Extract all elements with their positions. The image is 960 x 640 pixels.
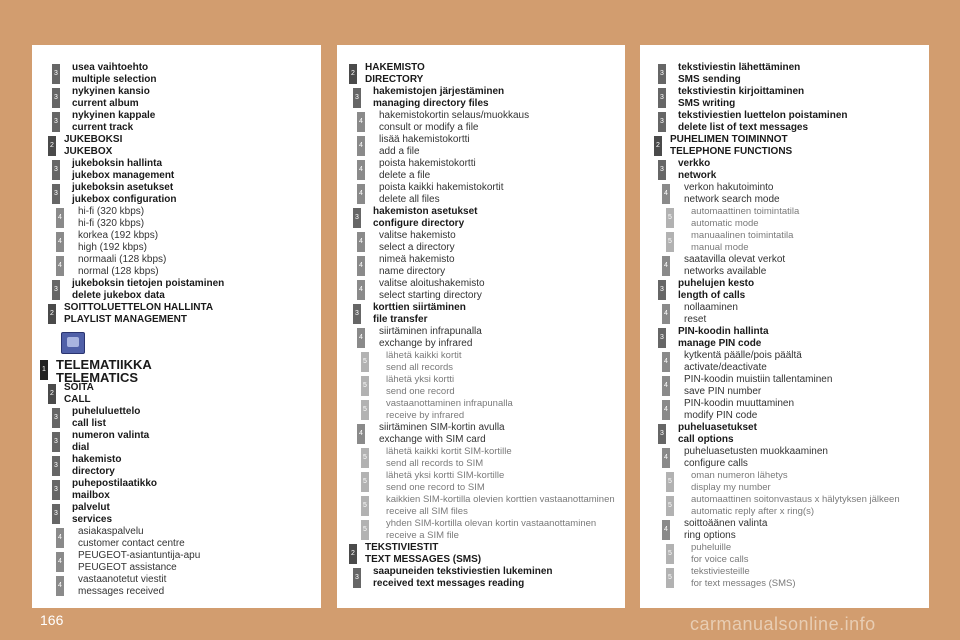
entry-finnish-label: lähetä kaikki kortit bbox=[386, 350, 462, 361]
entry-english-label: delete a file bbox=[379, 170, 431, 181]
level-badge: 3 bbox=[52, 88, 60, 108]
entry-finnish-label: lähetä yksi kortti bbox=[386, 374, 455, 385]
entry-english-label: delete jukebox data bbox=[72, 290, 165, 301]
entry-english-label: jukebox management bbox=[72, 170, 175, 181]
entry-finnish-label: korkea (192 kbps) bbox=[78, 230, 159, 241]
entry-english-label: receive by infrared bbox=[386, 410, 465, 421]
level-badge: 3 bbox=[658, 328, 666, 348]
level-badge: 3 bbox=[658, 88, 666, 108]
level-badge: 4 bbox=[56, 576, 64, 596]
entry-english-label: customer contact centre bbox=[78, 538, 185, 549]
level-badge: 4 bbox=[662, 256, 670, 276]
level-badge: 4 bbox=[56, 552, 64, 572]
level-badge: 4 bbox=[662, 184, 670, 204]
level-badge: 5 bbox=[361, 520, 369, 540]
entry-finnish-label: JUKEBOKSI bbox=[64, 134, 123, 145]
level-badge: 2 bbox=[349, 64, 357, 84]
entry-english-label: send all records bbox=[386, 362, 454, 373]
level-badge: 4 bbox=[662, 352, 670, 372]
entry-finnish-label: PIN-koodin muuttaminen bbox=[684, 398, 795, 409]
level-badge: 5 bbox=[666, 496, 674, 516]
level-badge: 4 bbox=[56, 256, 64, 276]
entry-english-label: messages received bbox=[78, 586, 165, 597]
entry-finnish-label: hakemiston asetukset bbox=[373, 206, 478, 217]
level-badge: 3 bbox=[353, 304, 361, 324]
entry-english-label: exchange by infrared bbox=[379, 338, 473, 349]
entry-finnish-label: tekstiviestien luettelon poistaminen bbox=[678, 110, 848, 121]
watermark: carmanualsonline.info bbox=[690, 614, 876, 634]
level-badge: 4 bbox=[357, 184, 365, 204]
level-badge: 3 bbox=[52, 112, 60, 132]
entry-finnish-label: SOITTOLUETTELON HALLINTA bbox=[64, 302, 214, 313]
entry-finnish-label: yhden SIM-kortilla olevan kortin vastaanottaminen bbox=[386, 518, 597, 529]
entry-finnish-label: manuaalinen toimintatila bbox=[691, 230, 794, 241]
entry-english-label: configure calls bbox=[684, 458, 748, 469]
entry-english-label: save PIN number bbox=[684, 386, 762, 397]
entry-english-label: configure directory bbox=[373, 218, 465, 229]
entry-finnish-label: asiakaspalvelu bbox=[78, 526, 144, 537]
entry-finnish-label: palvelut bbox=[72, 502, 110, 513]
entry-english-label: delete all files bbox=[379, 194, 440, 205]
entry-english-label: SMS sending bbox=[678, 74, 741, 85]
level-badge: 5 bbox=[666, 472, 674, 492]
level-badge: 3 bbox=[52, 408, 60, 428]
entry-english-label: directory bbox=[72, 466, 115, 477]
entry-english-label: exchange with SIM card bbox=[379, 434, 486, 445]
entry-english-label: jukebox configuration bbox=[72, 194, 177, 205]
level-badge: 3 bbox=[52, 456, 60, 476]
level-badge: 4 bbox=[662, 520, 670, 540]
entry-english-label: for text messages (SMS) bbox=[691, 578, 796, 589]
level-badge: 3 bbox=[52, 480, 60, 500]
entry-finnish-label: PIN-koodin hallinta bbox=[678, 326, 769, 337]
level-badge: 4 bbox=[662, 448, 670, 468]
entry-english-label: call list bbox=[72, 418, 106, 429]
level-badge: 4 bbox=[56, 528, 64, 548]
entry-finnish-label: puhepostilaatikko bbox=[72, 478, 158, 489]
entry-finnish-label: jukeboksin hallinta bbox=[72, 158, 163, 169]
entry-finnish-label: normaali (128 kbps) bbox=[78, 254, 167, 265]
entry-finnish-label: PIN-koodin muistiin tallentaminen bbox=[684, 374, 833, 385]
entry-finnish-label: puheluasetusten muokkaaminen bbox=[684, 446, 828, 457]
entry-finnish-label: kytkentä päälle/pois päältä bbox=[684, 350, 802, 361]
entry-english-label: file transfer bbox=[373, 314, 428, 325]
entry-finnish-label: saatavilla olevat verkot bbox=[684, 254, 786, 265]
entry-english-label: PEUGEOT assistance bbox=[78, 562, 177, 573]
entry-finnish-label: poista hakemistokortti bbox=[379, 158, 476, 169]
entry-english-label: send all records to SIM bbox=[386, 458, 484, 469]
level-badge: 3 bbox=[353, 88, 361, 108]
entry-english-label: high (192 kbps) bbox=[78, 242, 147, 253]
level-badge: 5 bbox=[361, 496, 369, 516]
entry-english-label: consult or modify a file bbox=[379, 122, 479, 133]
level-badge: 3 bbox=[658, 112, 666, 132]
level-badge: 5 bbox=[361, 376, 369, 396]
entry-finnish-label: PEUGEOT-asiantuntija-apu bbox=[78, 550, 201, 561]
entry-english-label: display my number bbox=[691, 482, 771, 493]
entry-english-label: received text messages reading bbox=[373, 578, 525, 589]
entry-finnish-label: verkon hakutoiminto bbox=[684, 182, 774, 193]
level-badge: 3 bbox=[658, 280, 666, 300]
entry-finnish-label: nimeä hakemisto bbox=[379, 254, 455, 265]
level-badge: 4 bbox=[662, 376, 670, 396]
entry-english-label: select starting directory bbox=[379, 290, 482, 301]
level-badge: 4 bbox=[662, 400, 670, 420]
entry-finnish-label: valitse aloitushakemisto bbox=[379, 278, 485, 289]
level-badge: 3 bbox=[353, 568, 361, 588]
entry-finnish-label: PUHELIMEN TOIMINNOT bbox=[670, 134, 788, 145]
entry-finnish-label: soittoäänen valinta bbox=[684, 518, 768, 529]
level-badge: 2 bbox=[349, 544, 357, 564]
entry-finnish-label: tekstiviestin kirjoittaminen bbox=[678, 86, 805, 97]
entry-finnish-label: nollaaminen bbox=[684, 302, 738, 313]
level-badge: 4 bbox=[56, 232, 64, 252]
entry-finnish-label: automaattinen toimintatila bbox=[691, 206, 800, 217]
entry-finnish-label: hi-fi (320 kbps) bbox=[78, 206, 145, 217]
entry-english-label: SMS writing bbox=[678, 98, 736, 109]
entry-finnish-label: HAKEMISTO bbox=[365, 62, 425, 73]
entry-english-label: add a file bbox=[379, 146, 420, 157]
entry-finnish-label: jukeboksin tietojen poistaminen bbox=[72, 278, 225, 289]
entry-english-label: current album bbox=[72, 98, 139, 109]
entry-finnish-label: jukeboksin asetukset bbox=[72, 182, 174, 193]
entry-english-label: mailbox bbox=[72, 490, 110, 501]
entry-english-label: dial bbox=[72, 442, 90, 453]
entry-english-label: automatic reply after x ring(s) bbox=[691, 506, 815, 517]
entry-finnish-label: nykyinen kansio bbox=[72, 86, 150, 97]
level-badge: 3 bbox=[52, 432, 60, 452]
entry-finnish-label: vastaanotetut viestit bbox=[78, 574, 167, 585]
entry-english-label: CALL bbox=[64, 394, 91, 405]
entry-finnish-label: hakemistojen järjestäminen bbox=[373, 86, 505, 97]
entry-finnish-label: lisää hakemistokortti bbox=[379, 134, 470, 145]
level-badge: 4 bbox=[56, 208, 64, 228]
entry-finnish-label: korttien siirtäminen bbox=[373, 302, 466, 313]
entry-english-label: name directory bbox=[379, 266, 446, 277]
entry-english-label: hi-fi (320 kbps) bbox=[78, 218, 145, 229]
level-badge: 4 bbox=[357, 256, 365, 276]
entry-finnish-label: automaattinen soitonvastaus x hälytyksen jälkeen bbox=[691, 494, 900, 505]
entry-english-label: services bbox=[72, 514, 113, 525]
entry-english-label: automatic mode bbox=[691, 218, 759, 229]
level-badge: 4 bbox=[357, 232, 365, 252]
entry-english-label: JUKEBOX bbox=[64, 146, 113, 157]
level-badge: 5 bbox=[361, 472, 369, 492]
entry-finnish-label: hakemisto bbox=[72, 454, 122, 465]
entry-english-label: TELEPHONE FUNCTIONS bbox=[670, 146, 793, 157]
level-badge: 5 bbox=[666, 544, 674, 564]
level-badge: 3 bbox=[353, 208, 361, 228]
entry-finnish-label: tekstiviestin lähettäminen bbox=[678, 62, 801, 73]
entry-finnish-label: TELEMATIIKKA bbox=[56, 357, 152, 372]
telematics-icon bbox=[61, 332, 85, 354]
level-badge: 3 bbox=[52, 504, 60, 524]
entry-finnish-label: saapuneiden tekstiviestien lukeminen bbox=[373, 566, 553, 577]
entry-finnish-label: SOITA bbox=[64, 382, 94, 393]
level-badge: 5 bbox=[361, 352, 369, 372]
level-badge: 5 bbox=[361, 448, 369, 468]
entry-finnish-label: siirtäminen SIM-kortin avulla bbox=[379, 422, 505, 433]
entry-finnish-label: puhelujen kesto bbox=[678, 278, 755, 289]
entry-finnish-label: siirtäminen infrapunalla bbox=[379, 326, 482, 337]
level-badge: 4 bbox=[662, 304, 670, 324]
entry-english-label: DIRECTORY bbox=[365, 74, 424, 85]
entry-english-label: receive a SIM file bbox=[386, 530, 459, 541]
entry-finnish-label: puheluille bbox=[691, 542, 732, 553]
entry-english-label: multiple selection bbox=[72, 74, 157, 85]
entry-finnish-label: tekstiviesteille bbox=[691, 566, 750, 577]
level-badge: 1 bbox=[40, 360, 48, 380]
level-badge: 3 bbox=[658, 64, 666, 84]
level-badge: 5 bbox=[666, 208, 674, 228]
entry-english-label: managing directory files bbox=[373, 98, 489, 109]
entry-finnish-label: TEKSTIVIESTIT bbox=[365, 542, 439, 553]
entry-english-label: send one record bbox=[386, 386, 455, 397]
level-badge: 3 bbox=[52, 280, 60, 300]
entry-english-label: call options bbox=[678, 434, 734, 445]
entry-english-label: current track bbox=[72, 122, 134, 133]
page-number: 166 bbox=[40, 612, 64, 628]
level-badge: 4 bbox=[357, 280, 365, 300]
entry-english-label: activate/deactivate bbox=[684, 362, 767, 373]
entry-english-label: networks available bbox=[684, 266, 767, 277]
entry-english-label: delete list of text messages bbox=[678, 122, 809, 133]
entry-finnish-label: vastaanottaminen infrapunalla bbox=[386, 398, 513, 409]
entry-finnish-label: puheluasetukset bbox=[678, 422, 757, 433]
level-badge: 3 bbox=[52, 64, 60, 84]
entry-finnish-label: numeron valinta bbox=[72, 430, 150, 441]
entry-english-label: TEXT MESSAGES (SMS) bbox=[365, 554, 482, 565]
entry-english-label: reset bbox=[684, 314, 707, 325]
entry-english-label: network bbox=[678, 170, 717, 181]
level-badge: 4 bbox=[357, 112, 365, 132]
entry-english-label: length of calls bbox=[678, 290, 746, 301]
level-badge: 3 bbox=[658, 160, 666, 180]
level-badge: 4 bbox=[357, 328, 365, 348]
entry-finnish-label: nykyinen kappale bbox=[72, 110, 156, 121]
entry-english-label: for voice calls bbox=[691, 554, 749, 565]
level-badge: 5 bbox=[361, 400, 369, 420]
level-badge: 5 bbox=[666, 232, 674, 252]
entry-english-label: normal (128 kbps) bbox=[78, 266, 159, 277]
entry-english-label: PLAYLIST MANAGEMENT bbox=[64, 314, 187, 325]
level-badge: 3 bbox=[52, 184, 60, 204]
entry-finnish-label: kaikkien SIM-kortilla olevien korttien vastaanottaminen bbox=[386, 494, 615, 505]
level-badge: 2 bbox=[48, 136, 56, 156]
level-badge: 5 bbox=[666, 568, 674, 588]
level-badge: 4 bbox=[357, 160, 365, 180]
entry-finnish-label: usea vaihtoehto bbox=[72, 62, 149, 73]
entry-finnish-label: verkko bbox=[678, 158, 711, 169]
entry-finnish-label: puheluluettelo bbox=[72, 406, 141, 417]
level-badge: 4 bbox=[357, 424, 365, 444]
entry-english-label: manage PIN code bbox=[678, 338, 762, 349]
level-badge: 2 bbox=[48, 304, 56, 324]
entry-finnish-label: lähetä kaikki kortit SIM-kortille bbox=[386, 446, 512, 457]
entry-finnish-label: oman numeron lähetys bbox=[691, 470, 788, 481]
entry-english-label: network search mode bbox=[684, 194, 780, 205]
level-badge: 3 bbox=[52, 160, 60, 180]
entry-finnish-label: valitse hakemisto bbox=[379, 230, 456, 241]
level-badge: 4 bbox=[357, 136, 365, 156]
entry-english-label: ring options bbox=[684, 530, 736, 541]
level-badge: 3 bbox=[658, 424, 666, 444]
level-badge: 2 bbox=[654, 136, 662, 156]
entry-english-label: TELEMATICS bbox=[56, 370, 139, 385]
entry-finnish-label: poista kaikki hakemistokortit bbox=[379, 182, 504, 193]
entry-english-label: modify PIN code bbox=[684, 410, 758, 421]
level-badge: 2 bbox=[48, 384, 56, 404]
entry-english-label: send one record to SIM bbox=[386, 482, 485, 493]
entry-finnish-label: lähetä yksi kortti SIM-kortille bbox=[386, 470, 505, 481]
entry-english-label: select a directory bbox=[379, 242, 455, 253]
entry-english-label: manual mode bbox=[691, 242, 749, 253]
entry-english-label: receive all SIM files bbox=[386, 506, 468, 517]
entry-finnish-label: hakemistokortin selaus/muokkaus bbox=[379, 110, 530, 121]
